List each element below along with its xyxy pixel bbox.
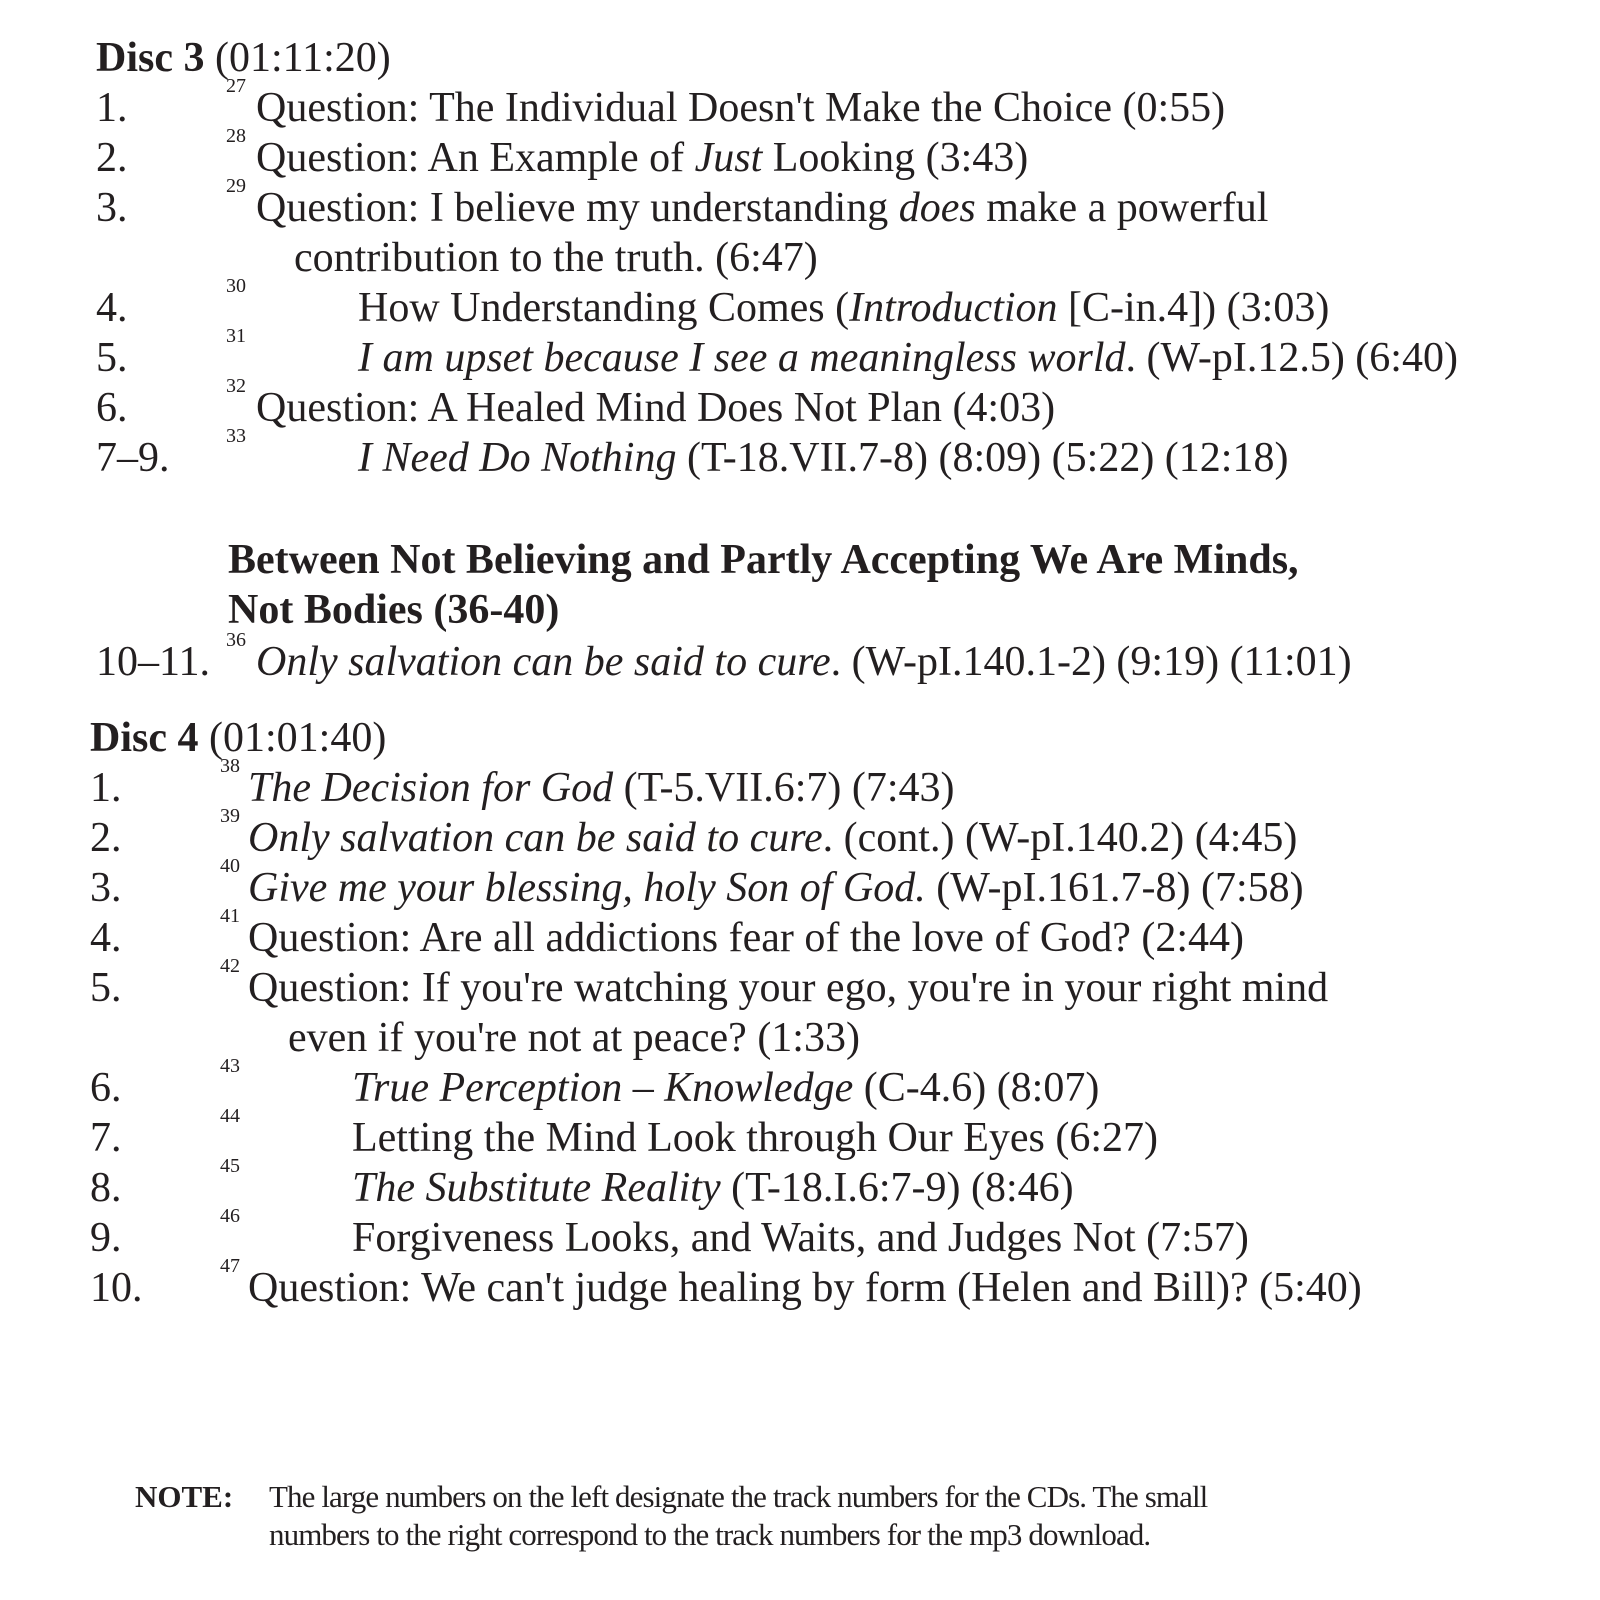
track-title: Letting the Mind Look through Our Eyes (6:27) [352,1115,1159,1161]
note-label: NOTE: [135,1479,234,1514]
cd-track-number: 4. [96,285,128,331]
cd-track-number: 6. [96,385,128,431]
mp3-track-number: 39 [220,805,240,827]
cd-track-number: 9. [90,1215,122,1261]
track-title-continuation: contribution to the truth. (6:47) [294,235,818,281]
mp3-track-number: 32 [226,375,246,397]
cd-track-number: 3. [90,865,122,911]
track-title: Question: Are all addictions fear of the love of God? (2:44) [248,915,1245,961]
cd-track-number: 3. [96,185,128,231]
disc-3-duration: (01:11:20) [215,35,391,81]
mp3-track-number: 30 [226,275,246,297]
mp3-track-number: 41 [220,905,240,927]
note-text-line-1: The large numbers on the left designate the track numbers for the CDs. The small [269,1479,1208,1514]
track-title: The Decision for God (T-5.VII.6:7) (7:43) [248,765,955,811]
track-title: Only salvation can be said to cure. (cont.) (W-pI.140.2) (4:45) [248,815,1298,861]
cd-track-number: 8. [90,1165,122,1211]
mp3-track-number: 44 [220,1105,240,1127]
cd-track-number: 2. [90,815,122,861]
mp3-track-number: 33 [226,425,246,447]
track-title: Question: We can't judge healing by form (Helen and Bill)? (5:40) [248,1265,1362,1311]
track-title: Question: I believe my understanding does make a powerful [256,185,1269,231]
cd-track-number: 7. [90,1115,122,1161]
disc-4-label: Disc 4 [90,715,199,761]
cd-track-number: 6. [90,1065,122,1111]
track-title: How Understanding Comes (Introduction [C-in.4]) (3:03) [358,285,1330,331]
mp3-track-number: 27 [226,75,246,97]
mp3-track-number: 43 [220,1055,240,1077]
cd-track-number: 5. [96,335,128,381]
mp3-track-number: 36 [226,629,246,651]
mp3-track-number: 29 [226,175,246,197]
mp3-track-number: 47 [220,1255,240,1277]
track-title: Give me your blessing, holy Son of God. (W-pI.161.7-8) (7:58) [248,865,1304,911]
track-title: True Perception – Knowledge (C-4.6) (8:07) [352,1065,1100,1111]
section-heading-line-2: Not Bodies (36-40) [228,587,560,633]
mp3-track-number: 46 [220,1205,240,1227]
mp3-track-number: 40 [220,855,240,877]
cd-track-number: 10–11. [96,639,210,685]
cd-track-number: 5. [90,965,122,1011]
cd-track-number: 4. [90,915,122,961]
track-title: Question: The Individual Doesn't Make the Choice (0:55) [256,85,1226,131]
track-title: I Need Do Nothing (T-18.VII.7-8) (8:09) (5:22) (12:18) [358,435,1289,481]
cd-track-number: 1. [96,85,128,131]
disc-3-label: Disc 3 [96,35,205,81]
mp3-track-number: 42 [220,955,240,977]
cd-track-number: 1. [90,765,122,811]
note-text-line-2: numbers to the right correspond to the track numbers for the mp3 download. [269,1517,1151,1552]
section-heading-line-1: Between Not Believing and Partly Accepting We Are Minds, [228,537,1299,583]
track-title: Question: A Healed Mind Does Not Plan (4:03) [256,385,1056,431]
cd-track-number: 2. [96,135,128,181]
track-title: I am upset because I see a meaningless world. (W-pI.12.5) (6:40) [358,335,1458,381]
track-title: Question: If you're watching your ego, you're in your right mind [248,965,1329,1011]
track-title: The Substitute Reality (T-18.I.6:7-9) (8:46) [352,1165,1074,1211]
track-title-continuation: even if you're not at peace? (1:33) [288,1015,860,1061]
track-title: Question: An Example of Just Looking (3:43) [256,135,1029,181]
track-title: Forgiveness Looks, and Waits, and Judges Not (7:57) [352,1215,1249,1261]
track-title: Only salvation can be said to cure. (W-pI.140.1-2) (9:19) (11:01) [256,639,1352,685]
mp3-track-number: 28 [226,125,246,147]
mp3-track-number: 45 [220,1155,240,1177]
mp3-track-number: 31 [226,325,246,347]
cd-track-number: 10. [90,1265,143,1311]
disc-4-duration: (01:01:40) [209,715,387,761]
cd-track-number: 7–9. [96,435,170,481]
mp3-track-number: 38 [220,755,240,777]
